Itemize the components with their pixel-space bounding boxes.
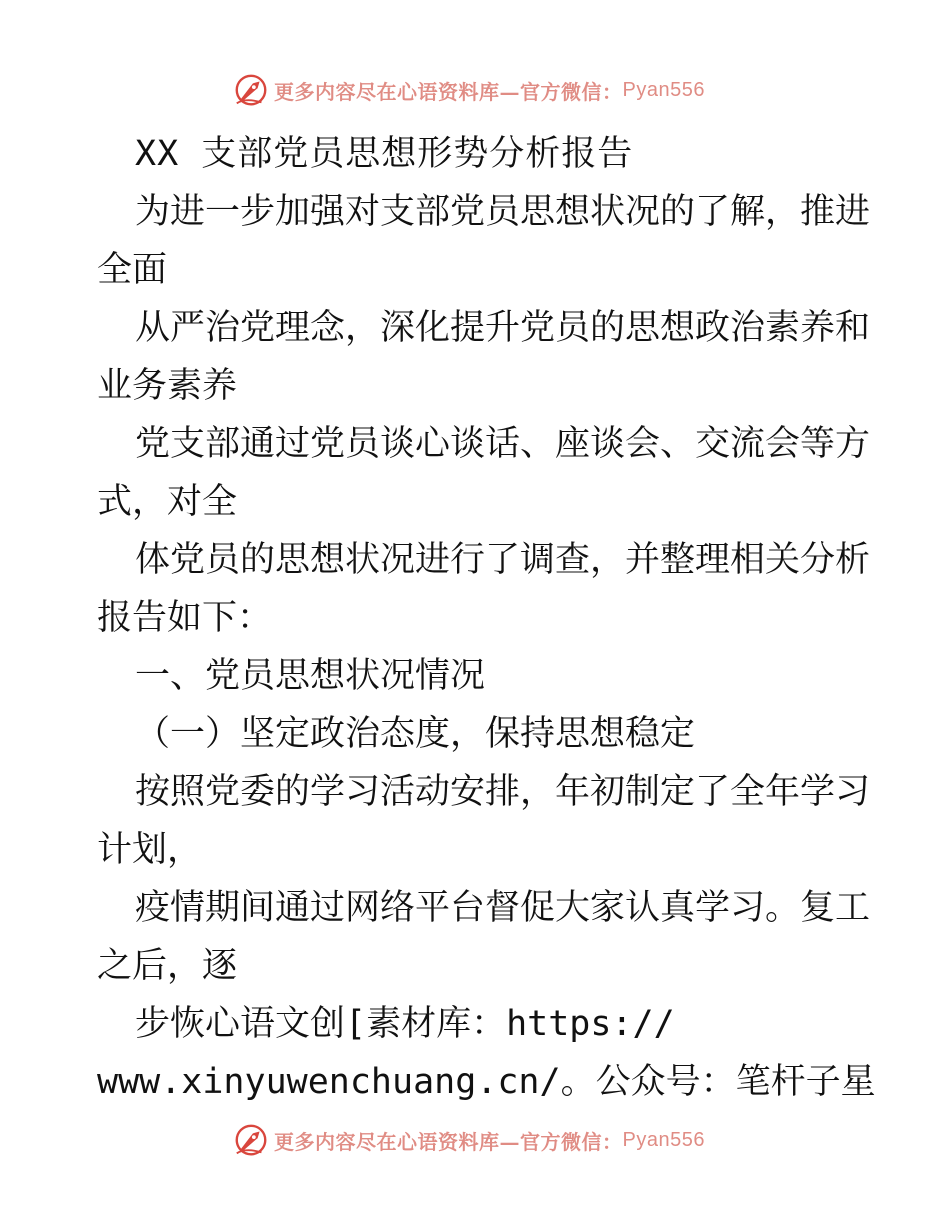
paragraph-line: 疫情期间通过网络平台督促大家认真学习。复工 — [135, 888, 871, 928]
paragraph-line: 从严治党理念，深化提升党员的思想政治素养和 — [135, 308, 871, 348]
pen-nib-logo-icon — [232, 1121, 270, 1159]
paragraph-line: www.xinyuwenchuang.cn/。公众号：笔杆子星 — [97, 1062, 876, 1102]
header-banner — [232, 70, 705, 110]
paragraph-line: 式，对全 — [97, 482, 238, 522]
banner-text: 更多内容尽在心语资料库—官方微信： — [274, 1129, 623, 1154]
document-body — [97, 125, 876, 1111]
paragraph-line: 计划， — [97, 830, 203, 870]
paragraph-line: 步恢心语文创[素材库：https:// — [135, 1004, 675, 1044]
section-heading: 一、党员思想状况情况 — [135, 656, 486, 696]
paragraph-line: 之后，逐 — [97, 946, 238, 986]
paragraph-line: 按照党委的学习活动安排，年初制定了全年学习 — [135, 772, 871, 812]
subsection-heading: （一）坚定政治态度，保持思想稳定 — [135, 714, 696, 754]
document-title: XX 支部党员思想形势分析报告 — [135, 134, 634, 174]
footer-banner — [232, 1120, 705, 1160]
paragraph-line: 报告如下： — [97, 598, 273, 638]
banner-text: 更多内容尽在心语资料库—官方微信： — [274, 79, 623, 104]
banner-wechat-id: Pyan556 — [622, 1128, 705, 1151]
paragraph-line: 全面 — [97, 250, 168, 290]
paragraph-line: 体党员的思想状况进行了调查，并整理相关分析 — [135, 540, 871, 580]
banner-wechat-id: Pyan556 — [622, 78, 705, 101]
paragraph-line: 党支部通过党员谈心谈话、座谈会、交流会等方 — [135, 424, 871, 464]
paragraph-line: 业务素养 — [97, 366, 238, 406]
pen-nib-logo-icon — [232, 71, 270, 109]
paragraph-line: 为进一步加强对支部党员思想状况的了解，推进 — [135, 192, 871, 232]
